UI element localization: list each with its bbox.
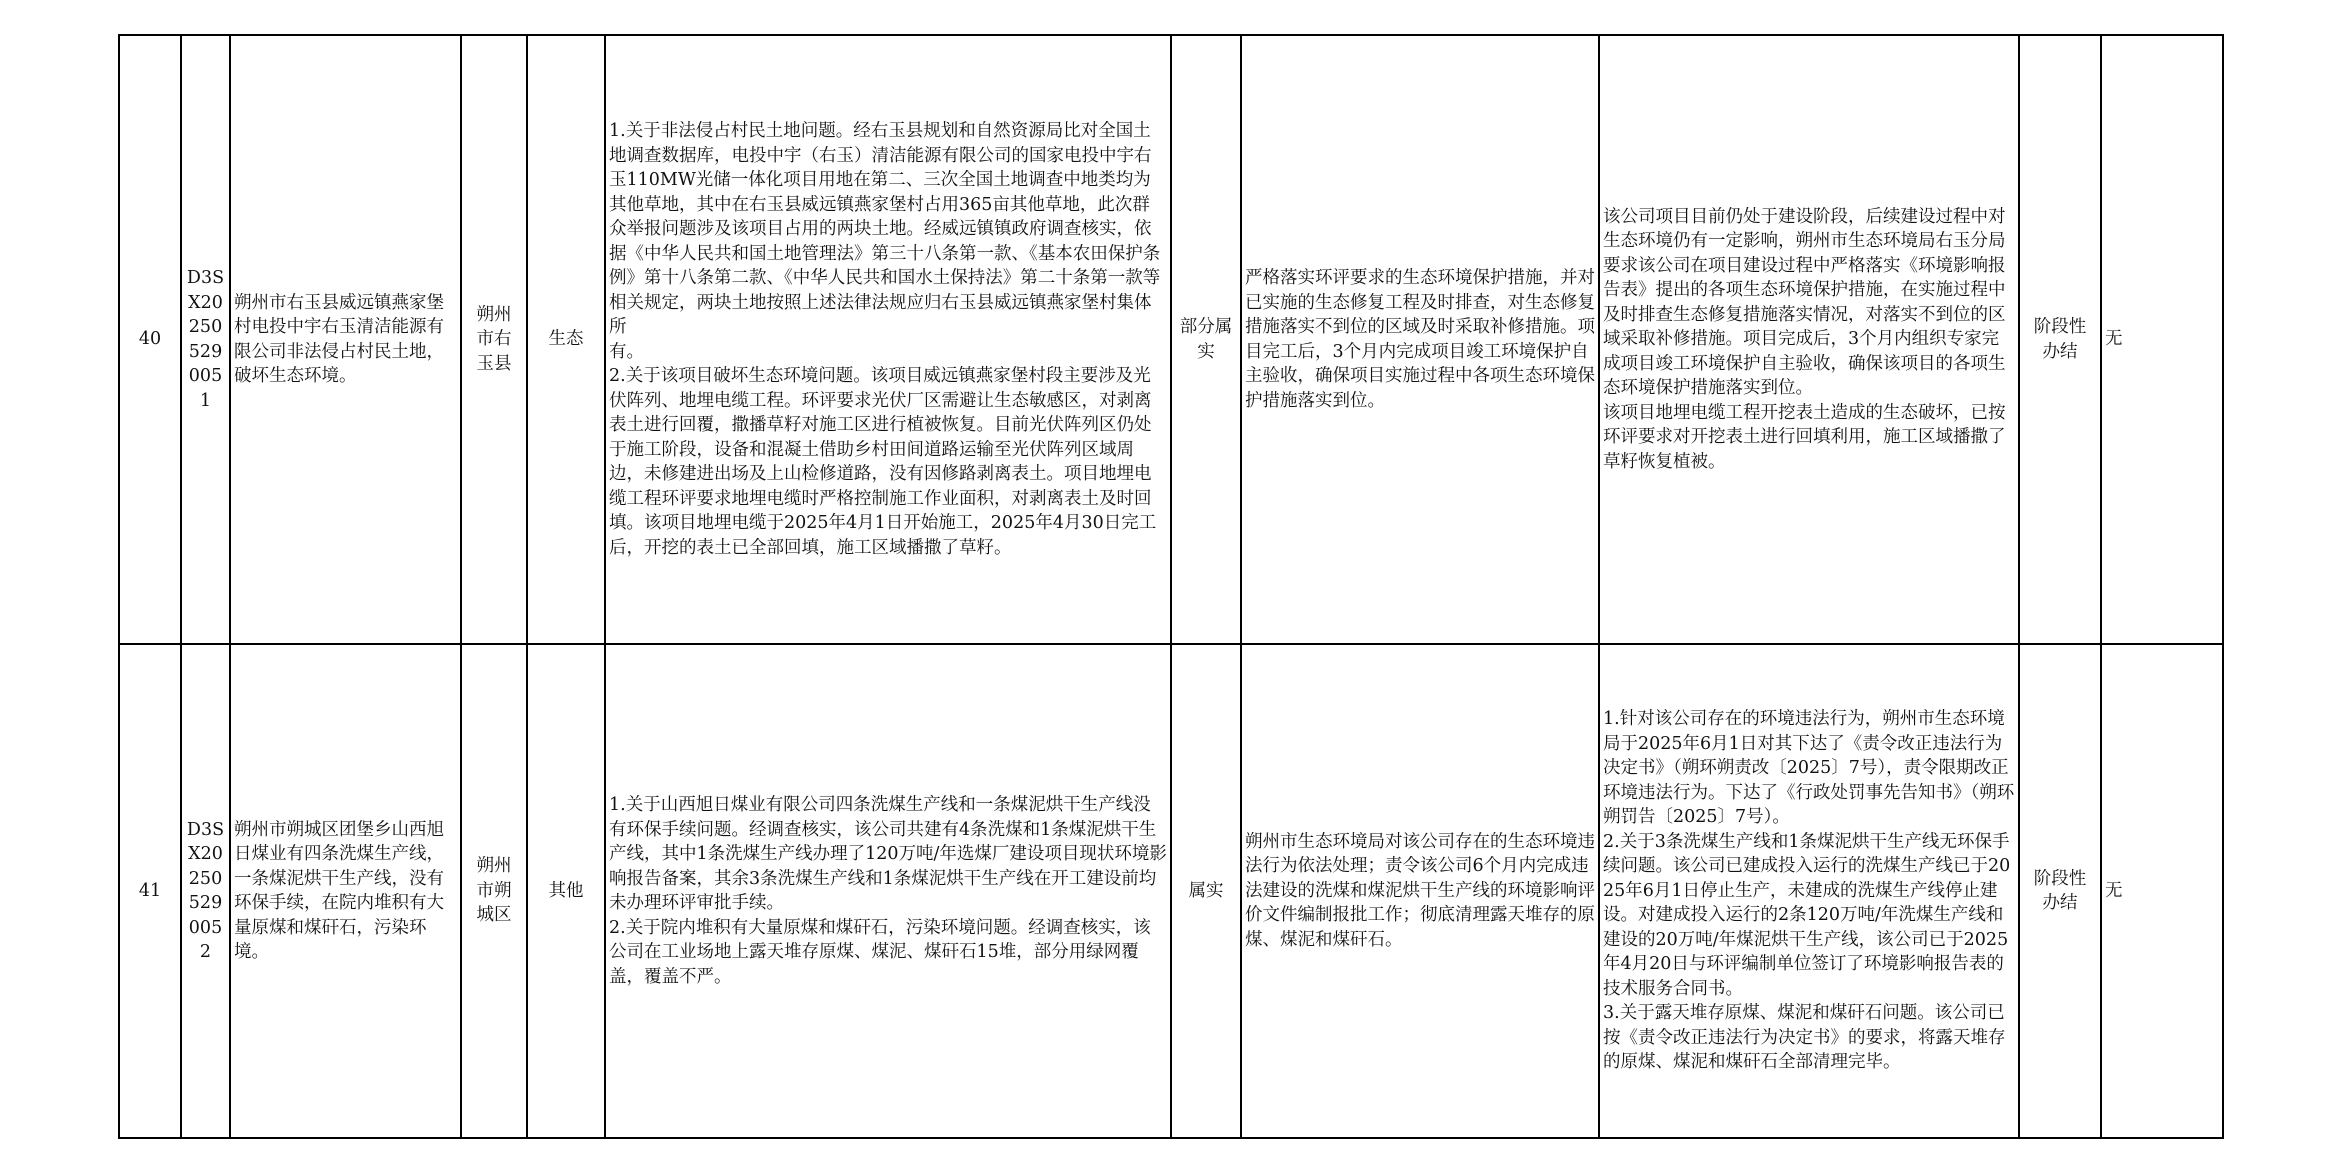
investigation-findings: 1.关于山西旭日煤业有限公司四条洗煤生产线和一条煤泥烘干生产线没有环保手续问题。经调查核实，该公司共建有4条洗煤和1条煤泥烘干生产线，其中1条洗煤生产线办理了120万吨/年选煤厂建设项目现状环境影响报告备案，其余3条洗煤生产线和1条煤泥烘干生产线在开工建设前均未办理环评审批手续。 2.关于院内堆积有大量原煤和煤矸石，污染环境问题。经调查核实，该公司在工业场地上露天堆存原煤、煤泥、煤矸石15堆，部分用绿网覆盖，覆盖不严。 [605,644,1171,1138]
case-code: D3SX20 250529 0051 [181,35,230,644]
case-code: D3SX20 250529 0052 [181,644,230,1138]
row-number: 41 [119,644,181,1138]
complaint-content: 朔州市朔城区团堡乡山西旭日煤业有四条洗煤生产线，一条煤泥烘干生产线，没有环保手续，在院内堆积有大量原煤和煤矸石，污染环境。 [230,644,461,1138]
completion-status: 阶段性 办结 [2019,644,2101,1138]
rectification-progress: 1.针对该公司存在的环境违法行为，朔州市生态环境局于2025年6月1日对其下达了《责令改正违法行为决定书》（朔环朔责改〔2025〕7号），责令限期改正环境违法行为。下达了《行政处罚事先告知书》（朔环朔罚告〔2025〕7号）。 2.关于3条洗煤生产线和1条煤泥烘干生产线无环保手续问题。该公司已建成投入运行的洗煤生产线已于2025年6月1日停止生产，未建成的洗煤生产线停止建设。对建成投入运行的2条120万吨/年洗煤生产线和建设的20万吨/年煤泥烘干生产线，该公司已于2025年4月20日与环评编制单位签订了环境影响报告表的技术服务合同书。 3.关于露天堆存原煤、煤泥和煤矸石问题。该公司已按《责令改正违法行为决定书》的要求，将露天堆存的原煤、煤泥和煤矸石全部清理完毕。 [1599,644,2019,1138]
complaint-content: 朔州市右玉县威远镇燕家堡村电投中宇右玉清洁能源有限公司非法侵占村民土地，破坏生态环境。 [230,35,461,644]
completion-status: 阶段性 办结 [2019,35,2101,644]
pollution-category: 其他 [527,644,605,1138]
verdict: 属实 [1171,644,1241,1138]
handling-measures: 朔州市生态环境局对该公司存在的生态环境违法行为依法处理；责令该公司6个月内完成违法建设的洗煤和煤泥烘干生产线的环境影响评价文件编制报批工作；彻底清理露天堆存的原煤、煤泥和煤矸石。 [1241,644,1599,1138]
region: 朔州 市右 玉县 [461,35,527,644]
table-row [119,35,2223,644]
verdict: 部分属 实 [1171,35,1241,644]
rectification-progress: 该公司项目目前仍处于建设阶段，后续建设过程中对生态环境仍有一定影响，朔州市生态环境局右玉分局要求该公司在项目建设过程中严格落实《环境影响报告表》提出的各项生态环境保护措施，在实施过程中及时排查生态修复措施落实情况，对落实不到位的区域采取补修措施。项目完成后，3个月内组织专家完成项目竣工环境保护自主验收，确保该项目的各项生态环境保护措施落实到位。 该项目地埋电缆工程开挖表土造成的生态破坏，已按环评要求对开挖表土进行回填利用，施工区域播撒了草籽恢复植被。 [1599,35,2019,644]
row-number: 40 [119,35,181,644]
accountability: 无 [2101,35,2223,644]
handling-measures: 严格落实环评要求的生态环境保护措施，并对已实施的生态修复工程及时排查，对生态修复措施落实不到位的区域及时采取补修措施。项目完工后，3个月内完成项目竣工环境保护自主验收，确保项目实施过程中各项生态环境保护措施落实到位。 [1241,35,1599,644]
complaint-table [118,34,2224,1139]
pollution-category: 生态 [527,35,605,644]
region: 朔州 市朔 城区 [461,644,527,1138]
table-row [119,644,2223,1138]
investigation-findings: 1.关于非法侵占村民土地问题。经右玉县规划和自然资源局比对全国土地调查数据库，电投中宇（右玉）清洁能源有限公司的国家电投中宇右玉110MW光储一体化项目用地在第二、三次全国土地调查中地类均为其他草地，其中在右玉县威远镇燕家堡村占用365亩其他草地，此次群众举报问题涉及该项目占用的两块土地。经威远镇镇政府调查核实，依据《中华人民共和国土地管理法》第三十八条第一款、《基本农田保护条例》第十八条第二款、《中华人民共和国水土保持法》第二十条第一款等相关规定，两块土地按照上述法律法规应归右玉县威远镇燕家堡村集体所 有。 2.关于该项目破坏生态环境问题。该项目威远镇燕家堡村段主要涉及光伏阵列、地埋电缆工程。环评要求光伏厂区需避让生态敏感区，对剥离表土进行回覆，撒播草籽对施工区进行植被恢复。目前光伏阵列区仍处于施工阶段，设备和混凝土借助乡村田间道路运输至光伏阵列区域周边，未修建进出场及上山检修道路，没有因修路剥离表土。项目地埋电缆工程环评要求地埋电缆时严格控制施工作业面积，对剥离表土及时回填。该项目地埋电缆于2025年4月1日开始施工，2025年4月30日完工后，开挖的表土已全部回填，施工区域播撒了草籽。 [605,35,1171,644]
accountability: 无 [2101,644,2223,1138]
